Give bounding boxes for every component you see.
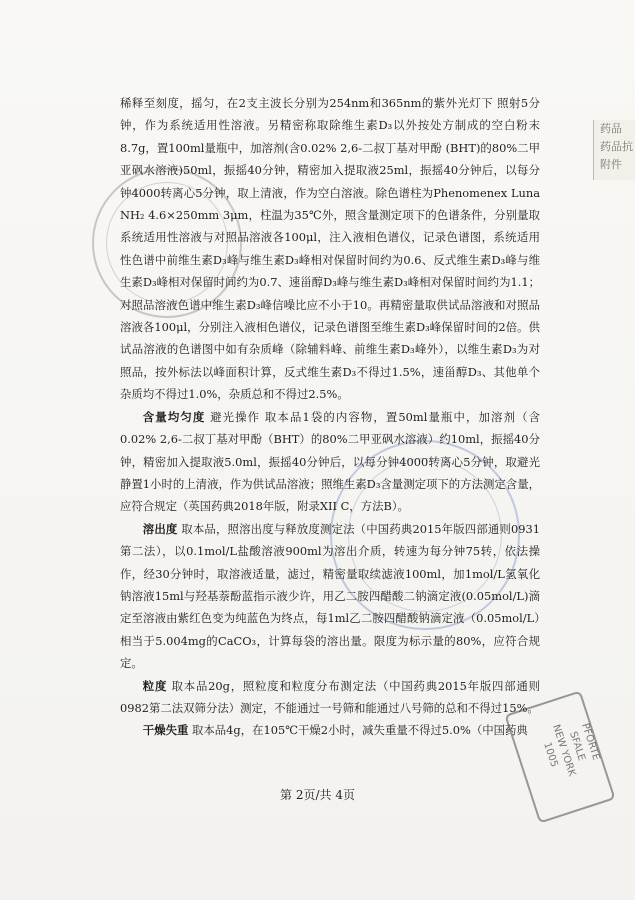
paragraph-text: 取本品，照溶出度与释放度测定法（中国药典2015年版四部通则0931第二法），以0.1mol/L盐酸溶液900ml为溶出介质，转速为每分钟75转，依法操作，经30分钟时，取溶液适量，滤过，精密量取续滤液100ml，加1mol/L氢氧化钠溶液15ml与羟基萘酚蓝指示液少许，用乙二胺四醋酸二钠滴定液(0.05mol/L)滴定至溶液由紫红色变为纯蓝色为终点，每1ml乙二胺四醋酸钠滴定液（0.05mol/L）相当于5.004mg的CaCO₃，计算每袋的溶出量。限度为标示量的80%，应符合规定。 (120, 521, 540, 671)
section-term: 溶出度 (142, 521, 178, 536)
paragraph-4 (120, 675, 540, 720)
section-term: 粒度 (142, 678, 168, 693)
side-tab-line-1: 药品 (600, 122, 622, 135)
paragraph-3 (120, 518, 540, 675)
paragraph-5 (120, 719, 540, 741)
side-tab-line-2: 药品抗 (600, 140, 633, 153)
paragraph-text: 取本品4g，在105℃干燥2小时，减失重量不得过5.0%（中国药典 (188, 723, 528, 738)
paragraph-1 (120, 92, 540, 406)
seal-stamp (504, 690, 615, 823)
paragraph-text: 避光操作 取本品1袋的内容物，置50ml量瓶中，加溶剂（含0.02% 2,6-二叔丁基对甲酚（BHT）的80%二甲亚砜水溶液）约10ml，振摇40分钟，精密加入提取液5.0ml，振摇40分钟后，以每分钟4000转离心5分钟，取避光静置1小时的上清液，作为供试品溶液；照维生素D₃含量测定项下的方法测定含量，应符合规定（英国药典2018年版，附录XII C，方法B）。 (120, 409, 540, 514)
side-tab-line-3: 附件 (600, 158, 622, 171)
document-body (120, 92, 540, 742)
seal-text: PFORTE SFALE NEW YORK 1005 (541, 721, 602, 778)
side-tab (593, 120, 635, 180)
paragraph-text: 稀释至刻度，摇匀，在2支主波长分别为254nm和365nm的紫外光灯下 照射5分钟，作为系统适用性溶液。另精密称取除维生素D₃以外按处方制成的空白粉末8.7g，置100ml量瓶中，加溶剂(含0.02% 2,6-二叔丁基对甲酚 (BHT)的80%二甲亚砜水溶液)50ml，振摇40分钟，精密加入提取液25ml，振摇40分钟后，以每分钟4000转离心5分钟，取上清液，作为空白溶液。除色谱柱为Phenomenex Luna NH₂ 4.6×250mm 3μm，柱温为35℃外，照含量测定项下的色谱条件，分别量取系统适用性溶液与对照品溶液各100μl，注入液相色谱仪，记录色谱图，系统适用性色谱中前维生素D₃峰与维生素D₃峰相对保留时间约为0.6、反式维生素D₃峰与维生素D₃峰相对保留时间约为0.7、速甾醇D₃峰与维生素D₃峰相对保留时间约为1.1；对照品溶液色谱中维生素D₃峰信噪比应不小于10。再精密量取供试品溶液和对照品溶液各100μl，分别注入液相色谱仪，记录色谱图至维生素D₃峰保留时间的2倍。供试品溶液的色谱图中如有杂质峰（除辅料峰、前维生素D₃峰外），以维生素D₃为对照品，按外标法以峰面积计算，反式维生素D₃不得过1.5%，速甾醇D₃、其他单个杂质均不得过1.0%，杂质总和不得过2.5%。 (120, 96, 540, 402)
section-term: 干燥失重 (142, 723, 189, 738)
paragraph-text: 取本品20g，照粒度和粒度分布测定法（中国药典2015年版四部通则0982第二法双筛分法）测定，不能通过一号筛和能通过八号筛的总和不得过15%。 (120, 678, 540, 715)
page-footer: 第 2页/共 4页 (280, 788, 355, 802)
paragraph-2 (120, 406, 540, 518)
section-term: 含量均匀度 (142, 409, 206, 424)
